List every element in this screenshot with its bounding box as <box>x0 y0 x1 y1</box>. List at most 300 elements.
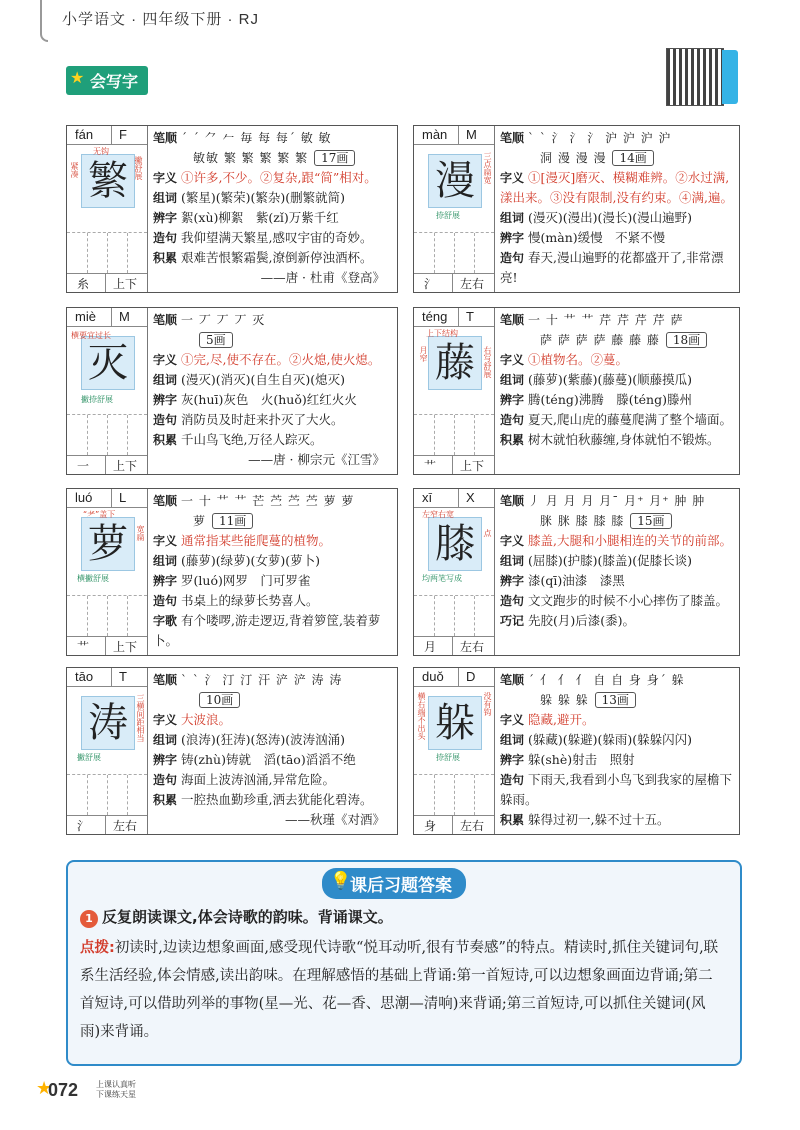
row-label: 字义 <box>500 534 525 548</box>
star-icon: ★ <box>36 1078 53 1099</box>
practice-grid <box>414 595 494 636</box>
row-text: 春天,漫山遍野的花都盛开了,非常漂亮! <box>500 250 724 285</box>
stroke-sequence-2: 萨 萨 萨 萨 藤 藤 藤 <box>540 333 660 347</box>
card-row <box>153 228 393 248</box>
info-column <box>153 491 393 653</box>
card-row <box>500 770 735 810</box>
radical: 艹 <box>424 459 437 473</box>
row-label: 积累 <box>153 251 178 265</box>
radical: 氵 <box>77 819 90 833</box>
card-row <box>500 248 735 288</box>
writing-note: 三横间距相当 <box>136 694 145 742</box>
row-text: 下雨天,我看到小鸟飞到我家的屋檐下躲雨。 <box>500 772 732 807</box>
pinyin: miè <box>75 309 96 324</box>
row-label: 辨字 <box>153 393 178 407</box>
writing-note: 点 <box>483 529 492 537</box>
stroke-sequence-2: 洞 漫 漫 漫 <box>540 151 607 165</box>
practice-grid <box>67 774 147 815</box>
char-column <box>67 489 148 655</box>
card-row <box>500 390 735 410</box>
divider <box>105 637 106 655</box>
section-label: 会写字 <box>90 72 139 91</box>
initial: L <box>119 490 127 505</box>
practice-grid <box>67 595 147 636</box>
writing-note: 均两笔写成 <box>422 574 462 583</box>
writing-note: 无钩 <box>93 147 109 156</box>
row-text: 腾(téng)沸腾 滕(téng)滕州 <box>528 392 692 407</box>
pinyin-row <box>414 308 494 327</box>
stroke-label: 笔顺 <box>153 494 178 508</box>
row-label: 造句 <box>153 413 178 427</box>
answer-text <box>80 934 724 1046</box>
row-text: ①完,尽,使不存在。②火熄,使火熄。 <box>181 352 381 367</box>
row-label: 辨字 <box>500 753 525 767</box>
divider <box>111 126 112 144</box>
row-label: 字义 <box>500 713 525 727</box>
stroke-count: 11画 <box>212 513 253 529</box>
pinyin-row <box>414 668 494 687</box>
structure: 左右 <box>460 640 485 654</box>
tip-body: 初读时,边读边想象画面,感受现代诗歌“悦耳动听,很有节奏感”的特点。精读时,抓住关键词句,联系生活经验,体会情感,读出韵味。在理解感悟的基础上背诵:第一首短诗,可以边想象画面边背诵;第二首短诗,可以借助列举的事物(星—光、花—香、思潮—清响)来背诵;第三首短诗,可以抓住关键词(风雨)来背诵。 <box>80 940 719 1040</box>
char-glyph: 躲 <box>428 696 482 750</box>
divider <box>458 489 459 507</box>
row-label: 辨字 <box>153 574 178 588</box>
structure: 左右 <box>460 277 485 291</box>
card-row <box>500 810 735 830</box>
char-column <box>414 308 495 474</box>
radical-row <box>414 815 494 834</box>
pinyin-row <box>67 668 147 687</box>
row-label: 字歌 <box>153 614 178 628</box>
row-text: 通常指某些能爬蔓的植物。 <box>181 533 332 548</box>
row-text: 我仰望满天繁星,感叹宇宙的奇妙。 <box>181 230 373 245</box>
info-column <box>500 491 735 653</box>
pinyin-row <box>67 489 147 508</box>
row-label: 组词 <box>153 373 178 387</box>
writing-note: 捺舒展 <box>436 211 460 220</box>
citation: ——唐 · 杜甫《登高》 <box>260 270 385 285</box>
divider <box>452 456 453 474</box>
pinyin: tāo <box>75 669 94 684</box>
stroke-count: 18画 <box>666 332 707 348</box>
row-text: 海面上波涛汹涌,异常危险。 <box>181 772 335 787</box>
card-row <box>500 710 735 730</box>
card-row <box>153 410 393 430</box>
stroke-row <box>153 310 393 330</box>
card-row <box>153 430 393 450</box>
pinyin: téng <box>422 309 448 324</box>
card-row <box>153 188 393 208</box>
writing-note: “⺹”盖下 <box>83 510 116 519</box>
radical-row <box>67 273 147 292</box>
row-text: (藤萝)(绿萝)(女萝)(萝卜) <box>181 553 321 568</box>
writing-note: 撇舒展 <box>134 156 143 180</box>
stroke-row <box>153 491 393 511</box>
initial: M <box>466 127 477 142</box>
card-row <box>153 730 393 750</box>
char-card <box>66 125 398 293</box>
question <box>80 906 393 928</box>
writing-note: 上下结构 <box>426 329 458 338</box>
row-text: ①许多,不少。②复杂,跟“简”相对。 <box>181 170 377 185</box>
stroke-label: 笔顺 <box>500 673 525 687</box>
row-text: (浪涛)(狂涛)(怒涛)(波涛汹涌) <box>181 732 346 747</box>
stroke-count: 13画 <box>595 692 636 708</box>
practice-grid <box>414 774 494 815</box>
citation: ——秋瑾《对酒》 <box>284 812 385 827</box>
card-row <box>500 591 735 611</box>
row-label: 积累 <box>153 433 178 447</box>
row-label: 组词 <box>153 733 178 747</box>
card-row <box>153 248 393 268</box>
radical: 艹 <box>77 640 90 654</box>
pinyin-row <box>67 126 147 145</box>
char-glyph: 涛 <box>81 696 135 750</box>
card-row <box>500 730 735 750</box>
structure: 上下 <box>113 459 138 473</box>
row-text: 消防员及时赶来扑灭了大火。 <box>181 412 344 427</box>
row-text: 树木就怕秋藤缠,身体就怕不锻炼。 <box>528 432 720 447</box>
row-text: 膝盖,大腿和小腿相连的关节的前部。 <box>528 533 732 548</box>
row-label: 组词 <box>153 554 178 568</box>
initial: M <box>119 309 130 324</box>
stroke-sequence-2: 躲 躲 躲 <box>540 693 589 707</box>
stroke-sequence-2: 敏敏 繁 繁 繁 繁 繁 <box>193 151 309 165</box>
char-card <box>66 307 398 475</box>
row-text: 隐藏,避开。 <box>528 712 595 727</box>
char-glyph: 萝 <box>81 517 135 571</box>
initial: T <box>466 309 474 324</box>
row-text: 一腔热血勤珍重,洒去犹能化碧涛。 <box>181 792 373 807</box>
stroke-row <box>500 310 735 330</box>
card-row <box>153 551 393 571</box>
pinyin: màn <box>422 127 448 142</box>
stroke-sequence-2: 萝 <box>193 514 207 528</box>
row-label: 组词 <box>500 554 525 568</box>
practice-grid <box>414 414 494 455</box>
section-tag <box>66 66 148 95</box>
writing-note: 紧凑 <box>70 162 79 178</box>
char-card <box>66 488 398 656</box>
stroke-row-2 <box>153 511 393 531</box>
radical: 氵 <box>424 277 437 291</box>
card-row <box>153 571 393 591</box>
divider <box>452 274 453 292</box>
initial: X <box>466 490 475 505</box>
tip-label: 点拨: <box>80 940 115 956</box>
divider <box>458 308 459 326</box>
writing-note: 宽扁 <box>136 525 145 541</box>
row-text: (藤萝)(紫藤)(藤蔓)(顺藤摸瓜) <box>528 372 693 387</box>
pinyin: fán <box>75 127 94 142</box>
divider <box>111 489 112 507</box>
card-row <box>500 750 735 770</box>
row-label: 字义 <box>153 534 178 548</box>
char-column <box>414 126 495 292</box>
pinyin-row <box>414 489 494 508</box>
card-row <box>500 350 735 370</box>
qr-tab <box>722 50 738 104</box>
row-text: 絮(xù)柳絮 紫(zǐ)万紫千红 <box>181 210 339 225</box>
row-label: 组词 <box>500 733 525 747</box>
radical-row <box>414 455 494 474</box>
card-row <box>500 228 735 248</box>
row-label: 造句 <box>153 773 178 787</box>
char-glyph: 膝 <box>428 517 482 571</box>
row-label: 造句 <box>153 231 178 245</box>
stroke-count: 5画 <box>199 332 233 348</box>
row-label: 字义 <box>153 353 178 367</box>
card-row <box>500 551 735 571</box>
card-row <box>500 571 735 591</box>
divider <box>105 816 106 834</box>
row-label: 辨字 <box>500 231 525 245</box>
row-label: 组词 <box>500 373 525 387</box>
row-text: 夏天,爬山虎的藤蔓爬满了整个墙面。 <box>528 412 732 427</box>
qr-code-image[interactable] <box>666 48 724 106</box>
radical: 身 <box>424 819 437 833</box>
pinyin: luó <box>75 490 93 505</box>
structure: 左右 <box>113 819 138 833</box>
writing-note: 捺舒展 <box>436 753 460 762</box>
radical-row <box>414 636 494 655</box>
char-glyph: 漫 <box>428 154 482 208</box>
lightbulb-icon: 💡 <box>330 871 352 891</box>
char-column <box>67 308 148 474</box>
info-column <box>500 128 735 290</box>
char-glyph: 藤 <box>428 336 482 390</box>
answer-title <box>322 868 466 899</box>
pinyin-row <box>414 126 494 145</box>
stroke-label: 笔顺 <box>153 131 178 145</box>
radical: 一 <box>77 459 90 473</box>
stroke-sequence: ˋ ˋ 氵 汀 汀 汗 浐 浐 涛 涛 <box>181 673 343 687</box>
row-label: 造句 <box>500 251 525 265</box>
stroke-row <box>500 128 735 148</box>
row-text: (漫灭)(漫出)(漫长)(漫山遍野) <box>528 210 693 225</box>
stroke-sequence: 丿 月 月 月 月ˉ 月⁺ 月⁺ 肿 肿 <box>528 494 706 508</box>
row-label: 造句 <box>500 594 525 608</box>
card-row <box>500 370 735 390</box>
row-label: 辨字 <box>500 574 525 588</box>
card-row <box>153 710 393 730</box>
row-text: 书桌上的绿萝长势喜人。 <box>181 593 319 608</box>
writing-note: 横要宜过长 <box>71 331 111 340</box>
card-row <box>500 168 735 208</box>
card-row <box>153 750 393 770</box>
radical-row <box>67 455 147 474</box>
divider <box>111 668 112 686</box>
row-label: 字义 <box>153 171 178 185</box>
writing-note: 左窄右宽 <box>422 510 454 519</box>
writing-note: 月窄 <box>419 346 428 362</box>
practice-grid <box>67 232 147 273</box>
writing-note: 没有钩 <box>483 692 492 716</box>
info-column <box>153 670 393 832</box>
structure: 上下 <box>113 277 138 291</box>
card-row <box>500 208 735 228</box>
card-row <box>500 430 735 450</box>
citation: ——唐 · 柳宗元《江雪》 <box>248 452 385 467</box>
row-text: 罗(luó)网罗 门可罗雀 <box>181 573 311 588</box>
stroke-count: 17画 <box>314 150 355 166</box>
card-row <box>153 531 393 551</box>
info-column <box>500 310 735 472</box>
row-label: 造句 <box>153 594 178 608</box>
row-label: 巧记 <box>500 614 525 628</box>
card-row <box>153 770 393 790</box>
divider <box>105 456 106 474</box>
stroke-row-2 <box>500 330 735 350</box>
row-text: 灰(huī)灰色 火(huǒ)红红火火 <box>181 392 357 407</box>
stroke-label: 笔顺 <box>500 494 525 508</box>
structure: 左右 <box>460 819 485 833</box>
stroke-sequence: 一 丆 丆 丆 灭 <box>181 313 266 327</box>
initial: T <box>119 669 127 684</box>
stroke-label: 笔顺 <box>153 313 178 327</box>
card-row <box>153 790 393 810</box>
card-row <box>500 531 735 551</box>
row-label: 字义 <box>500 171 525 185</box>
row-text: ①植物名。②蔓。 <box>528 352 629 367</box>
divider <box>452 637 453 655</box>
stroke-count: 10画 <box>199 692 240 708</box>
card-row <box>153 390 393 410</box>
char-glyph: 繁 <box>81 154 135 208</box>
card-row <box>500 611 735 631</box>
char-glyph: 灭 <box>81 336 135 390</box>
writing-note: 撇舒展 <box>77 753 101 762</box>
char-card <box>413 667 740 835</box>
row-label: 组词 <box>500 211 525 225</box>
structure: 上下 <box>113 640 138 654</box>
footer-note <box>96 1080 136 1100</box>
row-text: 慢(màn)缓慢 不紧不慢 <box>528 230 666 245</box>
stroke-row-2 <box>153 148 393 168</box>
radical-row <box>414 273 494 292</box>
char-column <box>67 668 148 834</box>
stroke-count: 15画 <box>630 513 671 529</box>
structure: 上下 <box>460 459 485 473</box>
row-label: 组词 <box>153 191 178 205</box>
divider <box>458 668 459 686</box>
char-card <box>413 488 740 656</box>
row-label: 积累 <box>153 793 178 807</box>
divider <box>458 126 459 144</box>
stroke-sequence-2: 脒 脒 膝 膝 膝 <box>540 514 625 528</box>
practice-grid <box>414 232 494 273</box>
info-column <box>153 128 393 290</box>
row-label: 辨字 <box>500 393 525 407</box>
row-label: 造句 <box>500 413 525 427</box>
stroke-label: 笔顺 <box>500 131 525 145</box>
row-text: (屈膝)(护膝)(膝盖)(促膝长谈) <box>528 553 693 568</box>
card-row <box>500 410 735 430</box>
stroke-row <box>500 491 735 511</box>
row-text: (躲藏)(躲避)(躲雨)(躲躲闪闪) <box>528 732 693 747</box>
writing-note: 横撇舒展 <box>77 574 109 583</box>
row-text: ①[漫灭]磨灭、模糊难辨。②水过满,漾出来。③没有限制,没有约束。④满,遍。 <box>500 170 733 205</box>
stroke-row-2 <box>500 690 735 710</box>
question-text: 反复朗读课文,体会诗歌的韵味。背诵课文。 <box>102 908 393 926</box>
row-text: 躲(shè)射击 照射 <box>528 752 635 767</box>
card-row <box>153 591 393 611</box>
row-text: 艰难苦恨繁霜鬓,潦倒新停浊酒杯。 <box>181 250 373 265</box>
question-number: 1 <box>80 910 98 928</box>
card-row <box>153 168 393 188</box>
char-column <box>67 126 148 292</box>
card-row <box>153 350 393 370</box>
divider <box>105 274 106 292</box>
stroke-sequence: ˋ ˋ 氵 氵 氵 沪 沪 沪 沪 <box>528 131 672 145</box>
stroke-sequence: 一 十 艹 艹 芹 芹 芹 芹 萨 <box>528 313 684 327</box>
stroke-sequence: ˊ 亻 亻 亻 自 自 身 身ˊ 躲 <box>528 673 685 687</box>
pinyin-row <box>67 308 147 327</box>
stroke-row <box>153 670 393 690</box>
divider <box>452 816 453 834</box>
stroke-label: 笔顺 <box>500 313 525 327</box>
stroke-row <box>500 670 735 690</box>
stroke-count: 14画 <box>612 150 653 166</box>
char-column <box>414 668 495 834</box>
row-label: 造句 <box>500 773 525 787</box>
pinyin: duǒ <box>422 669 444 684</box>
page-number: 072 <box>48 1080 79 1100</box>
initial: F <box>119 127 127 142</box>
radical-row <box>67 636 147 655</box>
radical: 月 <box>424 640 437 654</box>
stroke-label: 笔顺 <box>153 673 178 687</box>
stroke-sequence: 一 十 艹 艹 芒 苎 苎 苎 萝 萝 <box>181 494 355 508</box>
stroke-sequence: ˊ ˊ ⺈ 𠂉 毎 每 每ˊ 敏 敏 <box>181 131 332 145</box>
char-column <box>414 489 495 655</box>
row-label: 字义 <box>153 713 178 727</box>
row-label: 辨字 <box>153 753 178 767</box>
writing-note: 三点扁宽 <box>483 152 492 184</box>
writing-note: 撇捺舒展 <box>81 395 113 404</box>
initial: D <box>466 669 476 684</box>
stroke-row-2 <box>500 511 735 531</box>
radical: 糸 <box>77 277 90 291</box>
header-decoration <box>40 0 48 42</box>
card-row <box>153 370 393 390</box>
footer-note-2: 下课练天星 <box>96 1090 136 1099</box>
footer-note-1: 上课认真听 <box>96 1080 136 1089</box>
row-label: 字义 <box>500 353 525 367</box>
writing-note: 横右端不出头 <box>417 692 426 740</box>
star-icon: ★ <box>70 68 85 87</box>
row-text: 千山鸟飞绝,万径人踪灭。 <box>181 432 323 447</box>
page-header: 小学语文 · 四年级下册 · RJ <box>62 11 259 28</box>
row-text: (漫灭)(消灭)(自生自灭)(熄灭) <box>181 372 346 387</box>
stroke-row <box>153 128 393 148</box>
pinyin: xī <box>422 490 433 505</box>
row-label: 积累 <box>500 813 525 827</box>
row-text: 大波浪。 <box>181 712 232 727</box>
row-text: 漆(qī)油漆 漆黑 <box>528 573 625 588</box>
row-text: 躲得过初一,躲不过十五。 <box>528 812 670 827</box>
row-text: 有个喽啰,游走逻迈,背着箩筐,装着萝卜。 <box>153 613 381 648</box>
writing-note: 右写舒展 <box>483 346 492 378</box>
card-row <box>153 611 393 651</box>
row-label: 积累 <box>500 433 525 447</box>
row-text: (繁星)(繁荣)(繁杂)(删繁就简) <box>181 190 346 205</box>
char-card <box>413 125 740 293</box>
stroke-row-2 <box>153 690 393 710</box>
card-row <box>153 208 393 228</box>
radical-row <box>67 815 147 834</box>
char-card <box>66 667 398 835</box>
